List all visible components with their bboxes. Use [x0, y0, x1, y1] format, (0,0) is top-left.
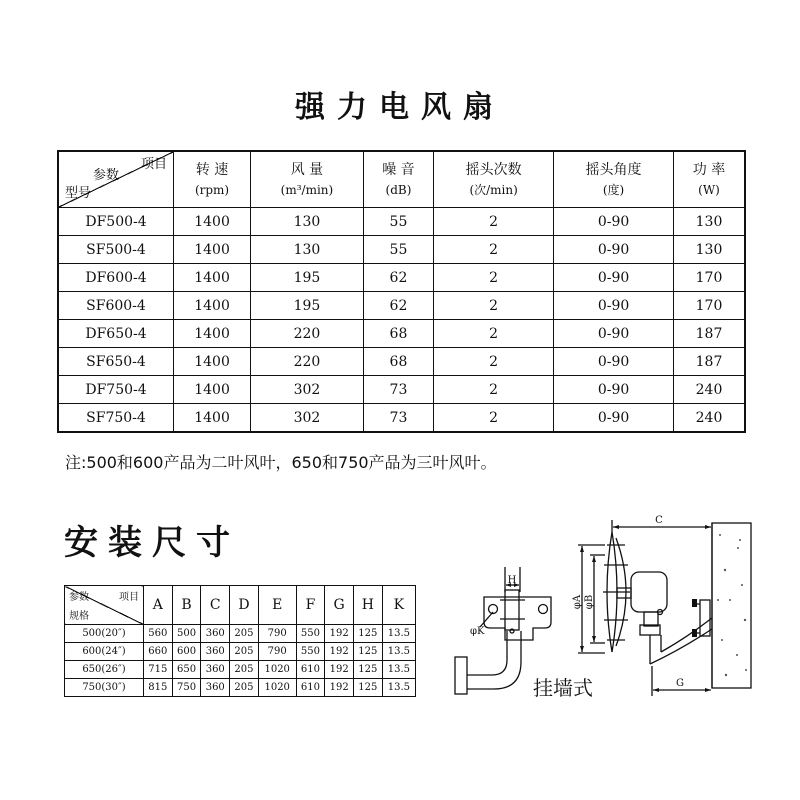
table-cell: 68 — [363, 348, 433, 376]
table-cell: 750 — [172, 679, 201, 697]
table-cell: 130 — [674, 208, 745, 236]
dimension-arrows — [506, 525, 711, 692]
table-cell: 205 — [230, 679, 259, 697]
table-cell: 360 — [201, 679, 230, 697]
table-cell: 0-90 — [554, 236, 674, 264]
table-cell: 0-90 — [554, 292, 674, 320]
table-cell: 220 — [251, 320, 364, 348]
table-cell: 1400 — [174, 292, 251, 320]
table-cell: 302 — [251, 404, 364, 433]
col-header: K — [382, 586, 415, 625]
col-header-text: (dB) — [385, 182, 412, 197]
corner-item-label: 项目 — [119, 592, 139, 603]
table-cell: 187 — [674, 320, 745, 348]
table-cell: 170 — [674, 264, 745, 292]
table-cell: 187 — [674, 348, 745, 376]
table-cell: 1400 — [174, 236, 251, 264]
table-cell: 192 — [325, 625, 354, 643]
table-cell: 240 — [674, 376, 745, 404]
table-cell: 130 — [251, 236, 364, 264]
table-cell: 500(20″) — [65, 625, 144, 643]
table-cell: 815 — [144, 679, 173, 697]
table-cell: 125 — [354, 661, 383, 679]
table-cell: 550 — [296, 643, 325, 661]
table-cell: 13.5 — [382, 679, 415, 697]
col-header: C — [201, 586, 230, 625]
corner-param-label: 参数 — [69, 592, 89, 603]
table-cell: 1400 — [174, 348, 251, 376]
label-h: H — [507, 575, 517, 586]
table-cell: 360 — [201, 661, 230, 679]
col-header: F — [296, 586, 325, 625]
table-cell: SF500-4 — [58, 236, 174, 264]
table-cell: 1400 — [174, 376, 251, 404]
dim-k-leader — [480, 612, 493, 627]
corner-spec-label: 规格 — [69, 611, 89, 622]
table-cell: SF650-4 — [58, 348, 174, 376]
table-cell: 2 — [434, 320, 554, 348]
table-cell: 1400 — [174, 264, 251, 292]
table-cell: 1400 — [174, 208, 251, 236]
table-cell: 62 — [363, 292, 433, 320]
table-cell: 62 — [363, 264, 433, 292]
table-cell: 195 — [251, 264, 364, 292]
table-cell: 2 — [434, 376, 554, 404]
table-cell: 1020 — [258, 679, 296, 697]
table-cell: 13.5 — [382, 643, 415, 661]
table-cell: 600(24″) — [65, 643, 144, 661]
table-cell: 302 — [251, 376, 364, 404]
table-cell: 2 — [434, 348, 554, 376]
table-cell: 2 — [434, 208, 554, 236]
table-cell: 205 — [230, 625, 259, 643]
table-cell: 2 — [434, 404, 554, 433]
table-cell: 1400 — [174, 320, 251, 348]
label-c: C — [655, 515, 663, 526]
table-cell: 125 — [354, 643, 383, 661]
table-cell: SF600-4 — [58, 292, 174, 320]
table-cell: DF650-4 — [58, 320, 174, 348]
table-cell: 130 — [674, 236, 745, 264]
table-cell: 55 — [363, 208, 433, 236]
wall — [712, 523, 751, 688]
install-title: 安装尺寸 — [64, 523, 240, 563]
col-header-text: 功 率 — [692, 161, 726, 178]
table-cell: 750(30″) — [65, 679, 144, 697]
table-cell: 2 — [434, 264, 554, 292]
table-cell: 500 — [172, 625, 201, 643]
table-cell: 790 — [258, 643, 296, 661]
table-cell: 660 — [144, 643, 173, 661]
table-cell: 130 — [251, 208, 364, 236]
table-cell: 560 — [144, 625, 173, 643]
label-b: φB — [584, 594, 595, 610]
table-cell: 550 — [296, 625, 325, 643]
table-cell: 192 — [325, 661, 354, 679]
wall-texture — [717, 534, 747, 676]
fan-motor — [617, 572, 667, 635]
table-cell: DF500-4 — [58, 208, 174, 236]
table-cell: 170 — [674, 292, 745, 320]
table-cell: 220 — [251, 348, 364, 376]
table-cell: 360 — [201, 643, 230, 661]
table-cell: 192 — [325, 643, 354, 661]
wall-mount-label: 挂墙式 — [533, 676, 593, 700]
table-cell: 2 — [434, 236, 554, 264]
table-cell: 0-90 — [554, 320, 674, 348]
table-cell: 13.5 — [382, 625, 415, 643]
table-cell: 1020 — [258, 661, 296, 679]
table-cell: 125 — [354, 679, 383, 697]
table-cell: 240 — [674, 404, 745, 433]
table-cell: DF750-4 — [58, 376, 174, 404]
col-header-text: (次/min) — [469, 182, 518, 197]
bracket-plate — [484, 590, 551, 640]
table-cell: 0-90 — [554, 376, 674, 404]
label-k: φK — [470, 626, 485, 637]
table-cell: 360 — [201, 625, 230, 643]
table-cell: 0-90 — [554, 404, 674, 433]
label-g: G — [676, 678, 684, 689]
table-cell: SF750-4 — [58, 404, 174, 433]
col-header-text: 风 量 — [290, 161, 324, 178]
table-cell: 205 — [230, 661, 259, 679]
table-cell: 73 — [363, 376, 433, 404]
table-cell: 13.5 — [382, 661, 415, 679]
table-cell: 125 — [354, 625, 383, 643]
col-header-text: 转 速 — [195, 161, 229, 178]
table-cell: 0-90 — [554, 208, 674, 236]
table-cell: 2 — [434, 292, 554, 320]
corner-model-label: 型号 — [65, 186, 92, 201]
table-cell: 0-90 — [554, 348, 674, 376]
corner-param-label: 参数 — [93, 168, 120, 183]
table-cell: 73 — [363, 404, 433, 433]
table-cell: 68 — [363, 320, 433, 348]
col-header-text: 摇头次数 — [465, 161, 522, 178]
table-cell: 650 — [172, 661, 201, 679]
col-header-text: 摇头角度 — [585, 161, 642, 178]
table-cell: 600 — [172, 643, 201, 661]
table-cell: 192 — [325, 679, 354, 697]
label-a: φA — [572, 594, 583, 610]
col-header-text: (m³/min) — [280, 182, 334, 197]
col-header-text: (rpm) — [194, 182, 230, 197]
corner-item-label: 项目 — [140, 157, 167, 172]
table-cell: 610 — [296, 679, 325, 697]
table-cell: 0-90 — [554, 264, 674, 292]
col-header: G — [325, 586, 354, 625]
table-cell: 790 — [258, 625, 296, 643]
table-cell: 1400 — [174, 404, 251, 433]
table-cell: 55 — [363, 236, 433, 264]
col-header: H — [354, 586, 383, 625]
col-header-text: 噪 音 — [382, 161, 415, 178]
col-header: E — [258, 586, 296, 625]
table-cell: 610 — [296, 661, 325, 679]
table-cell: DF600-4 — [58, 264, 174, 292]
table-cell: 195 — [251, 292, 364, 320]
col-header: D — [230, 586, 259, 625]
blade-note: 注:500和600产品为二叶风叶，650和750产品为三叶风叶。 — [65, 453, 497, 472]
table-cell: 205 — [230, 643, 259, 661]
col-header-text: (W) — [698, 182, 720, 197]
table-cell: 715 — [144, 661, 173, 679]
table-cell: 650(26″) — [65, 661, 144, 679]
col-header: B — [172, 586, 201, 625]
page-title: 强力电风扇 — [295, 90, 505, 125]
col-header-text: (度) — [602, 182, 625, 197]
col-header: A — [144, 586, 173, 625]
